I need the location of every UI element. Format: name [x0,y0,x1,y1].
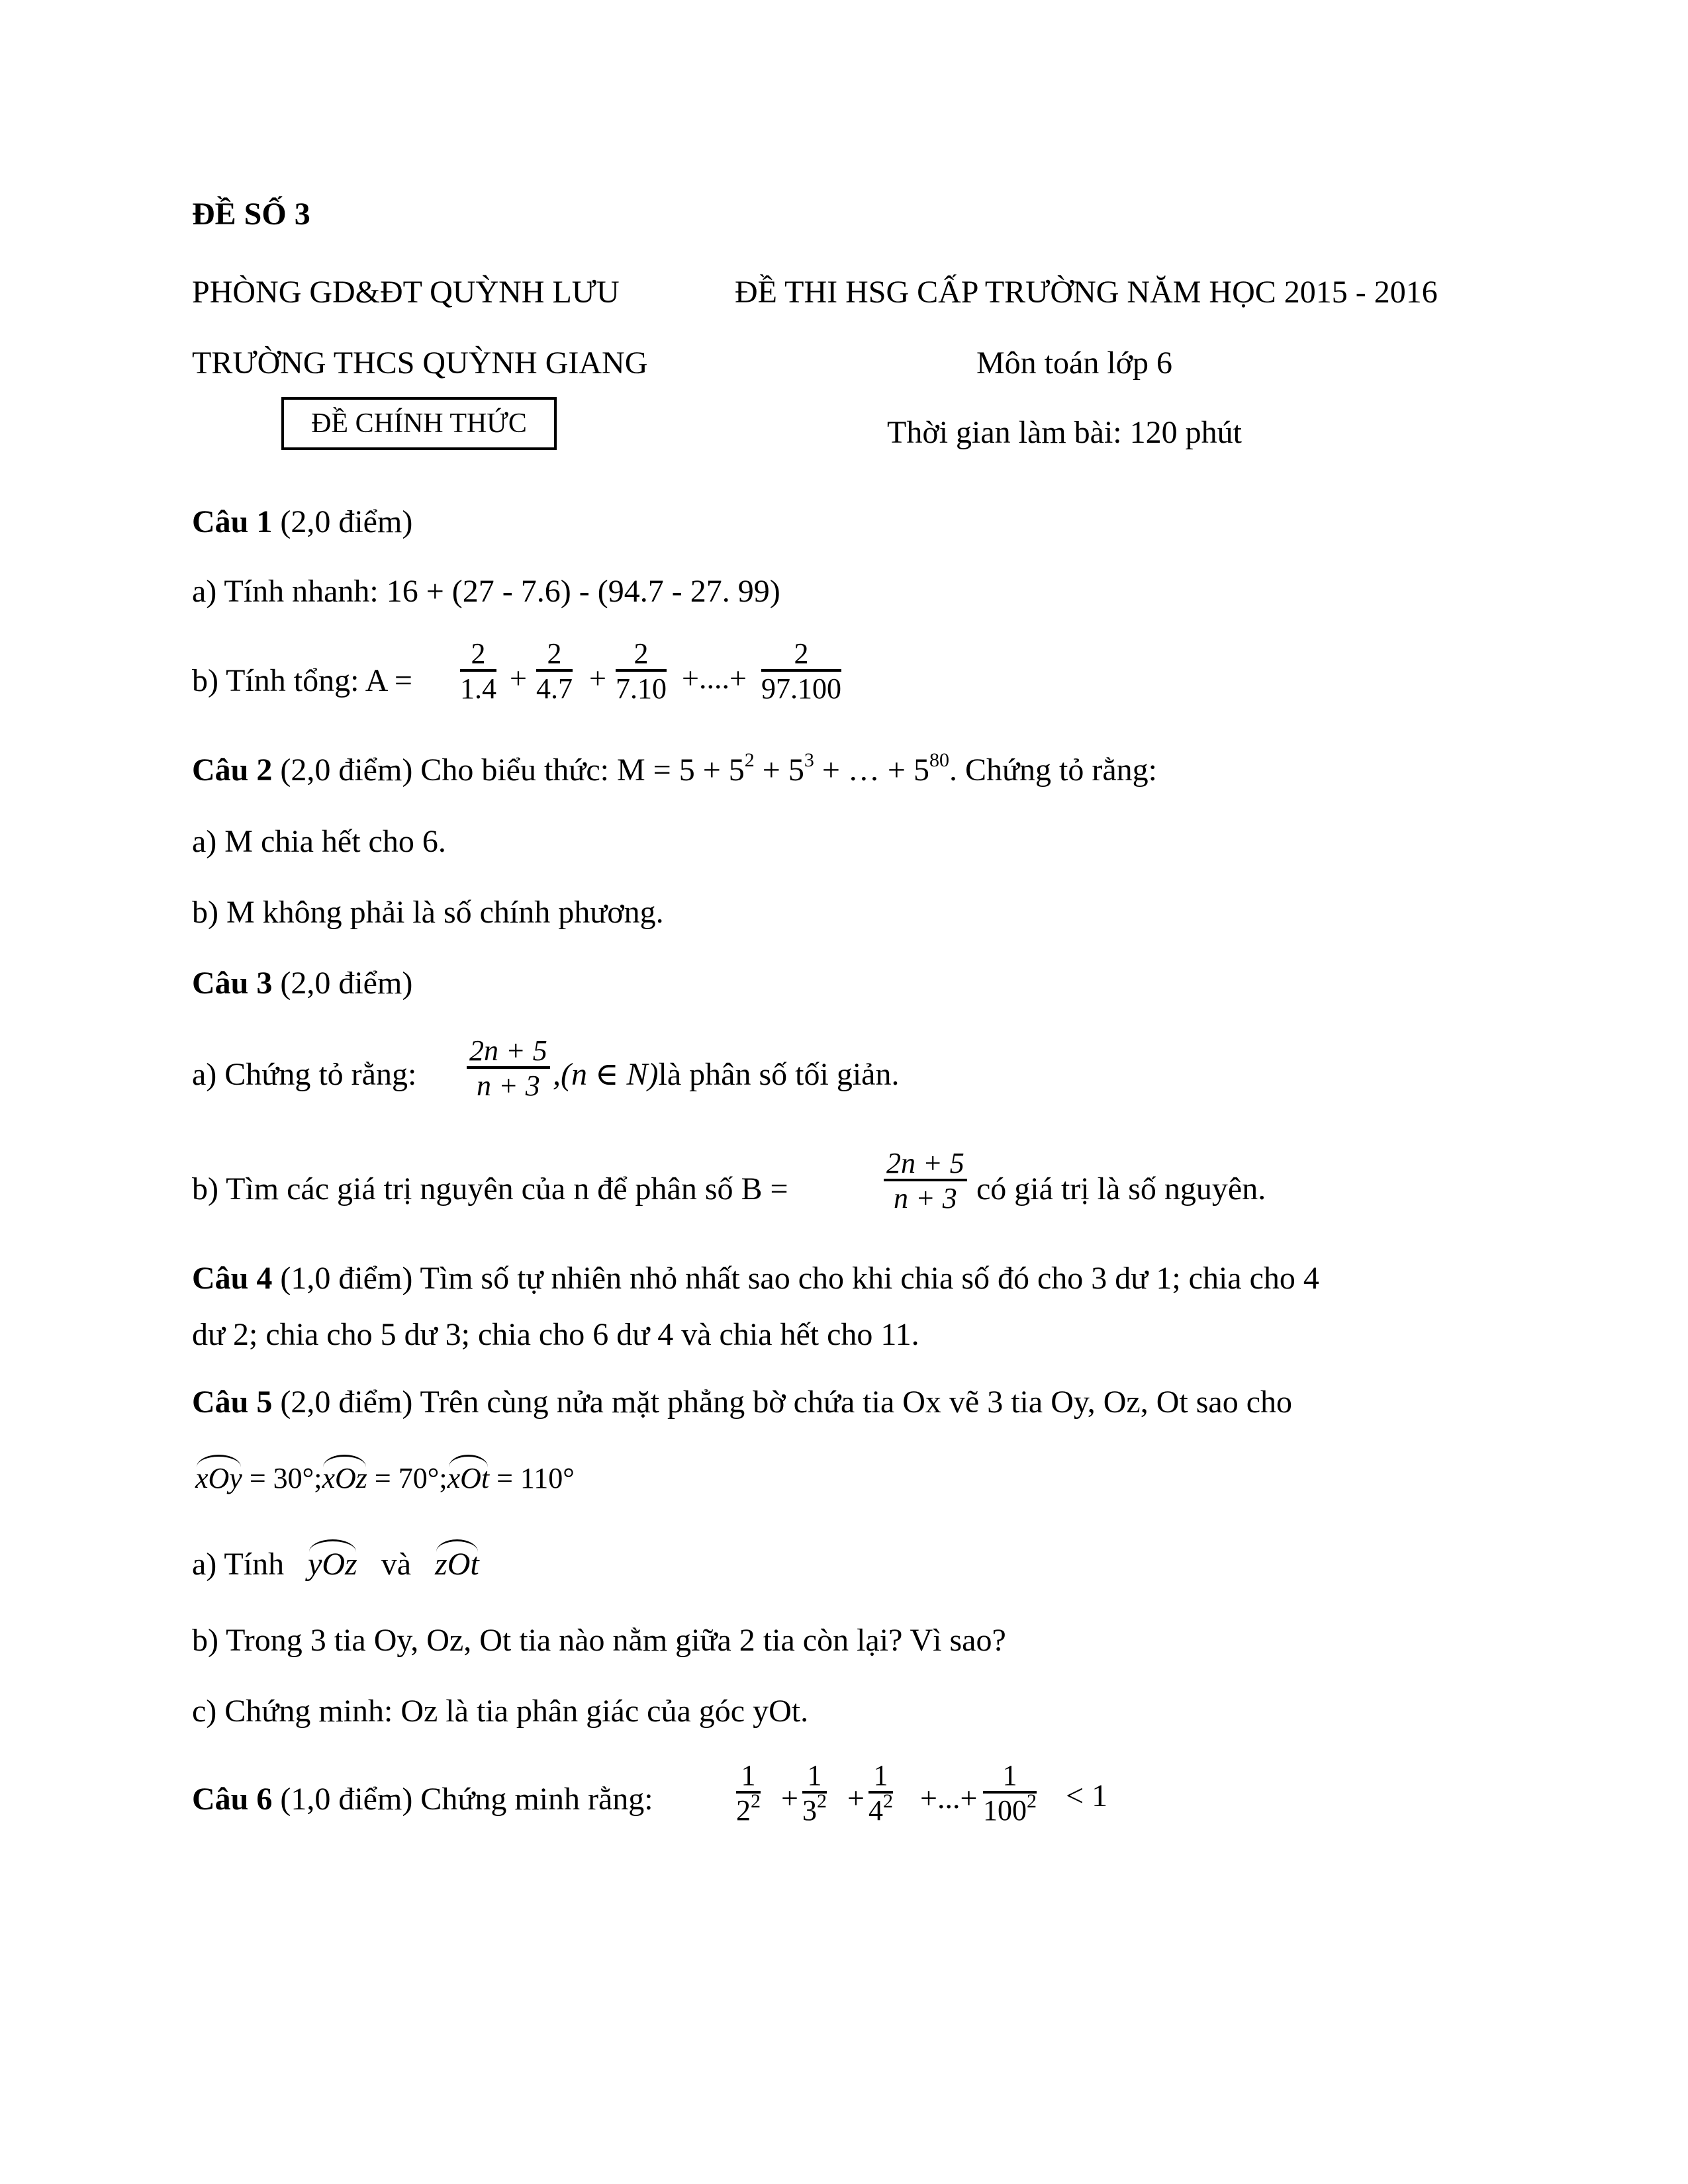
q6-fraction: $\frac{1}{2^2}$ [736,1759,761,1827]
department: PHÒNG GD&ĐT QUỲNH LƯU [192,275,620,310]
q3-part-a-prefix: a) Chứng tỏ rằng: [192,1057,417,1092]
q1-fraction: $\frac{2}{4.7}$ [536,637,573,705]
official-label-box [281,397,557,450]
exam-time: Thời gian làm bài: 120 phút [887,415,1242,450]
q6-suffix: < 1 [1066,1778,1108,1813]
plus-sign: + [589,661,606,695]
q5-part-c: c) Chứng minh: Oz là tia phân giác của góc yOt. [192,1694,809,1729]
q6-fraction: $\frac{1}{100^2}$ [983,1759,1037,1827]
plus-dots: +....+ [682,661,747,695]
q4-line2: dư 2; chia cho 5 dư 3; chia cho 6 dư 4 và chia hết cho 11. [192,1317,919,1352]
q6-fraction: $\frac{1}{4^2}$ [868,1759,893,1827]
q5-angles: xOy = 30°; xOz = 70°; xOt = 110° [195,1464,575,1493]
q2-part-a: a) M chia hết cho 6. [192,824,446,859]
plus-sign: + [510,661,527,695]
q1-part-a: a) Tính nhanh: 16 + (27 - 7.6) - (94.7 - 27. 99) [192,574,780,609]
exam-title: ĐỀ THI HSG CẤP TRƯỜNG NĂM HỌC 2015 - 2016 [735,275,1438,310]
q2-part-b: b) M không phải là số chính phương. [192,895,664,930]
official-label: ĐỀ CHÍNH THỨC [311,408,527,439]
q5-part-a: a) Tính yOz và zOt [192,1549,479,1580]
q3-part-b-prefix: b) Tìm các giá trị nguyên của n để phân số B = [192,1171,788,1206]
q1-fraction: $\frac{2}{7.10}$ [616,637,667,705]
q6-fraction: $\frac{1}{3^2}$ [802,1759,827,1827]
q3-heading: Câu 3 (2,0 điểm) [192,966,413,1001]
q3-fraction: $\frac{2n + 5}{n + 3}$ [884,1148,967,1216]
q3-part-b-suffix: có giá trị là số nguyên. [976,1171,1266,1206]
angle-arc [436,1539,478,1552]
plus-sign: + [847,1781,865,1815]
q5-part-b: b) Trong 3 tia Oy, Oz, Ot tia nào nằm giữa 2 tia còn lại? Vì sao? [192,1623,1006,1658]
subject: Môn toán lớp 6 [976,345,1173,381]
q1-heading: Câu 1 (2,0 điểm) [192,504,413,539]
q1-fraction: $\frac{2}{1.4}$ [460,637,496,705]
school: TRƯỜNG THCS QUỲNH GIANG [192,345,648,381]
q3-part-a-rest: ,(n ∈ N)là phân số tối giản. [553,1057,900,1092]
q1-part-b-prefix: b) Tính tổng: A = [192,663,412,698]
q2-statement: Câu 2 (2,0 điểm) Cho biểu thức: $M = 5 + 5^2 + 5^3$ + … + $5^{80}$. Chứng tỏ rằng: [192,749,1157,788]
q5-line1: Câu 5 (2,0 điểm) Trên cùng nửa mặt phẳng bờ chứa tia Ox vẽ 3 tia Oy, Oz, Ot sao cho [192,1385,1292,1420]
q3-fraction: $\frac{2n + 5}{n + 3}$ [467,1036,550,1104]
q4-line1: Câu 4 (1,0 điểm) Tìm số tự nhiên nhỏ nhất sao cho khi chia số đó cho 3 dư 1; chia cho 4 [192,1261,1319,1296]
plus-dots: +...+ [920,1781,978,1815]
angle-arc [323,1455,365,1467]
q1-fraction: $\frac{2}{97.100}$ [761,637,841,705]
exam-number: ĐỀ SỐ 3 [192,197,310,232]
angle-arc [197,1455,241,1467]
q6-prefix: Câu 6 (1,0 điểm) Chứng minh rằng: [192,1782,653,1817]
plus-sign: + [781,1781,798,1815]
angle-arc [449,1455,489,1467]
angle-arc [309,1539,356,1552]
